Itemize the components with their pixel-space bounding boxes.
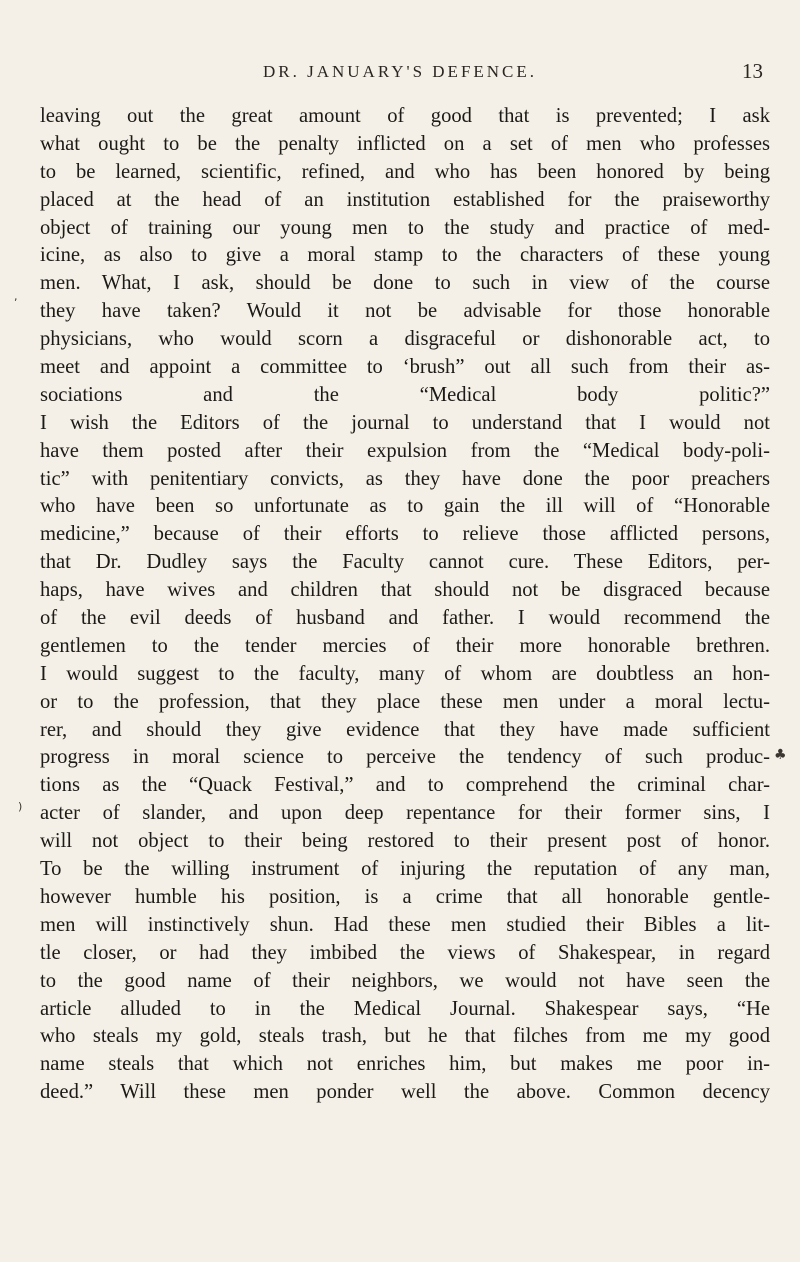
text-line: tic” with penitentiary convicts, as they have done the poor preachers	[40, 467, 770, 490]
text-line: haps, have wives and children that should not be disgraced because	[40, 579, 770, 602]
margin-mark: ♣	[774, 747, 787, 763]
text-line: rer, and should they give evidence that they have made sufficient	[40, 718, 770, 741]
text-line: article alluded to in the Medical Journal. Shakespear says, “He	[40, 997, 770, 1020]
text-line: they have taken? Would it not be advisable for those honorable	[40, 300, 770, 323]
text-line: medicine,” because of their efforts to relieve those afflicted persons,	[40, 523, 770, 546]
text-line: to be learned, scientific, refined, and who has been honored by being	[40, 160, 770, 183]
text-line: tions as the “Quack Festival,” and to comprehend the criminal char-	[40, 774, 770, 797]
text-line: meet and appoint a committee to ‘brush” out all such from their as-	[40, 356, 770, 379]
text-line: I wish the Editors of the journal to understand that I would not	[40, 411, 770, 434]
text-line: what ought to be the penalty inflicted on a set of men who professes	[40, 132, 770, 155]
text-line: who steals my gold, steals trash, but he that filches from me my good	[40, 1025, 770, 1048]
text-line: name steals that which not enriches him, but makes me poor in-	[40, 1053, 770, 1076]
text-line: however humble his position, is a crime that all honorable gentle-	[40, 885, 770, 908]
text-line: leaving out the great amount of good that is prevented; I ask	[40, 105, 770, 127]
page-number: 13	[742, 59, 763, 83]
text-line: will not object to their being restored to their present post of honor.	[40, 830, 770, 853]
text-line: have them posted after their expulsion from the “Medical body-poli-	[40, 439, 770, 462]
text-line: of the evil deeds of husband and father. I would recommend the	[40, 607, 770, 630]
running-head	[0, 59, 800, 92]
text-line: icine, as also to give a moral stamp to the characters of these young	[40, 244, 770, 267]
text-line: I would suggest to the faculty, many of whom are doubtless an hon-	[40, 662, 770, 685]
text-line: deed.” Will these men ponder well the above. Common decency	[40, 1081, 770, 1104]
margin-mark: ,	[14, 290, 18, 303]
text-line: or to the profession, that they place these men under a moral lectu-	[40, 690, 770, 713]
text-line: physicians, who would scorn a disgraceful or dishonorable act, to	[40, 328, 770, 351]
text-line: acter of slander, and upon deep repentance for their former sins, I	[40, 802, 770, 825]
text-line: placed at the head of an institution established for the praiseworthy	[40, 188, 770, 211]
text-line: gentlemen to the tender mercies of their more honorable brethren.	[40, 634, 770, 657]
text-line: men. What, I ask, should be done to such in view of the course	[40, 272, 770, 295]
running-title: DR. JANUARY'S DEFENCE.	[263, 62, 538, 81]
text-line: To be the willing instrument of injuring the reputation of any man,	[40, 858, 770, 881]
margin-mark: )	[18, 800, 23, 813]
text-line: progress in moral science to perceive the tendency of such produc-	[40, 746, 770, 769]
text-line: to the good name of their neighbors, we would not have seen the	[40, 969, 770, 992]
body-text	[40, 103, 770, 1107]
text-line: men will instinctively shun. Had these men studied their Bibles a lit-	[40, 913, 770, 936]
text-line: who have been so unfortunate as to gain the ill will of “Honorable	[40, 495, 770, 518]
text-line: object of training our young men to the study and practice of med-	[40, 216, 770, 239]
text-line: sociations and the “Medical body politic?”	[40, 383, 770, 406]
text-line: tle closer, or had they imbibed the views of Shakespear, in regard	[40, 941, 770, 964]
text-line: that Dr. Dudley says the Faculty cannot cure. These Editors, per-	[40, 551, 770, 574]
